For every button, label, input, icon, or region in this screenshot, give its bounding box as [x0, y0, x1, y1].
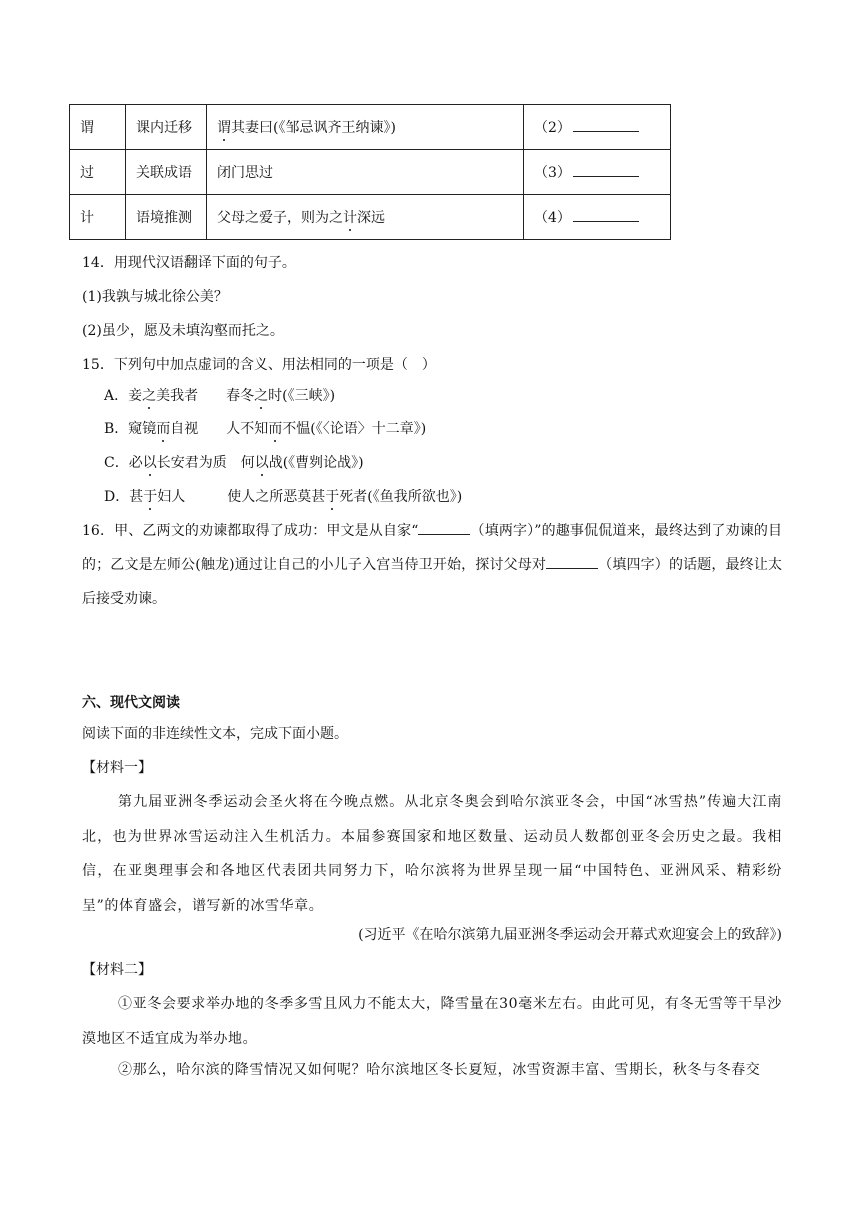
table-cell-method: 语境推测	[126, 195, 207, 240]
table-cell-answer: （3）	[524, 150, 671, 195]
table-cell-char: 谓	[70, 105, 126, 150]
question-14-sentence-1: (1)我孰与城北徐公美？	[82, 289, 228, 305]
fill-blank-2[interactable]	[546, 556, 598, 569]
plain-char: 过	[259, 165, 273, 181]
section-intro: 阅读下面的非连续性文本，完成下面小题。	[82, 726, 348, 742]
table-cell-example: 谓其妻曰(《邹忌讽齐王纳谏》)	[207, 105, 524, 150]
material-2-paragraph-1: ①亚冬会要求举办地的冬季多雪且风力不能太大，降雪量在30毫米左右。由此可见，有冬无雪等干旱沙漠地区不适宜成为举办地。	[82, 996, 782, 1047]
table-cell-char: 过	[70, 150, 126, 195]
table-row	[70, 105, 671, 150]
answer-blank[interactable]	[573, 209, 639, 222]
option-c[interactable]: C．必以长安君为质 何以战(《曹刿论战》)	[104, 455, 364, 471]
material-2-paragraph-2: ②那么，哈尔滨的降雪情况又如何呢？哈尔滨地区冬长夏短，冰雪资源丰富、雪期长，秋冬与冬春交	[118, 1062, 761, 1078]
table-cell-char: 计	[70, 195, 126, 240]
material-2-label: 【材料二】	[82, 962, 152, 978]
material-1-source: (习近平《在哈尔滨第九届亚洲冬季运动会开幕式欢迎宴会上的致辞》)	[358, 927, 782, 943]
answer-blank[interactable]	[573, 164, 639, 177]
material-1-label: 【材料一】	[82, 760, 152, 776]
option-a[interactable]: A．妾之美我者 春冬之时(《三峡》)	[104, 388, 336, 404]
fill-blank-1[interactable]	[418, 522, 470, 535]
table-cell-example: 闭门思过	[207, 150, 524, 195]
answer-blank[interactable]	[573, 119, 639, 132]
dotted-char: 计	[343, 210, 357, 226]
dotted-char: 谓	[217, 120, 231, 136]
section-title: 六、现代文阅读	[82, 695, 180, 711]
table-cell-answer: （2）	[524, 105, 671, 150]
question-14-sentence-2: (2)虽少，愿及未填沟壑而托之。	[82, 323, 284, 339]
question-14-stem: 14．用现代汉语翻译下面的句子。	[82, 255, 296, 271]
question-16: 16．甲、乙两文的劝谏都取得了成功：甲文是从自家“ （填两字）”的趣事侃侃道来，最终达到了劝谏的目的；乙文是左师公(触龙)通过让自己的小儿子入宫当侍卫开始，探讨父母对 （填四字）的话题，最终让太后接受劝谏。	[82, 523, 783, 607]
table-row	[70, 195, 671, 240]
option-b[interactable]: B．窥镜而自视 人不知而不愠(《〈论语〉十二章》)	[104, 421, 427, 437]
question-15-stem: 15．下列句中加点虚词的含义、用法相同的一项是（ ）	[82, 357, 436, 373]
table-cell-method: 课内迁移	[126, 105, 207, 150]
vocab-table	[69, 104, 671, 240]
material-1-text: 第九届亚洲冬季运动会圣火将在今晚点燃。从北京冬奥会到哈尔滨亚冬会，中国“冰雪热”传遍大江南北，也为世界冰雪运动注入生机活力。本届参赛国家和地区数量、运动员人数都创亚冬会历史之最。我相信，在亚奥理事会和各地区代表团共同努力下，哈尔滨将为世界呈现一届“中国特色、亚洲风采、精彩纷呈”的体育盛会，谱写新的冰雪华章。	[82, 794, 782, 914]
table-row	[70, 150, 671, 195]
table-cell-method: 关联成语	[126, 150, 207, 195]
option-d[interactable]: D．甚于妇人 使人之所恶莫甚于死者(《鱼我所欲也》)	[104, 489, 463, 505]
table-cell-example: 父母之爱子，则为之计深远	[207, 195, 524, 240]
table-cell-answer: （4）	[524, 195, 671, 240]
